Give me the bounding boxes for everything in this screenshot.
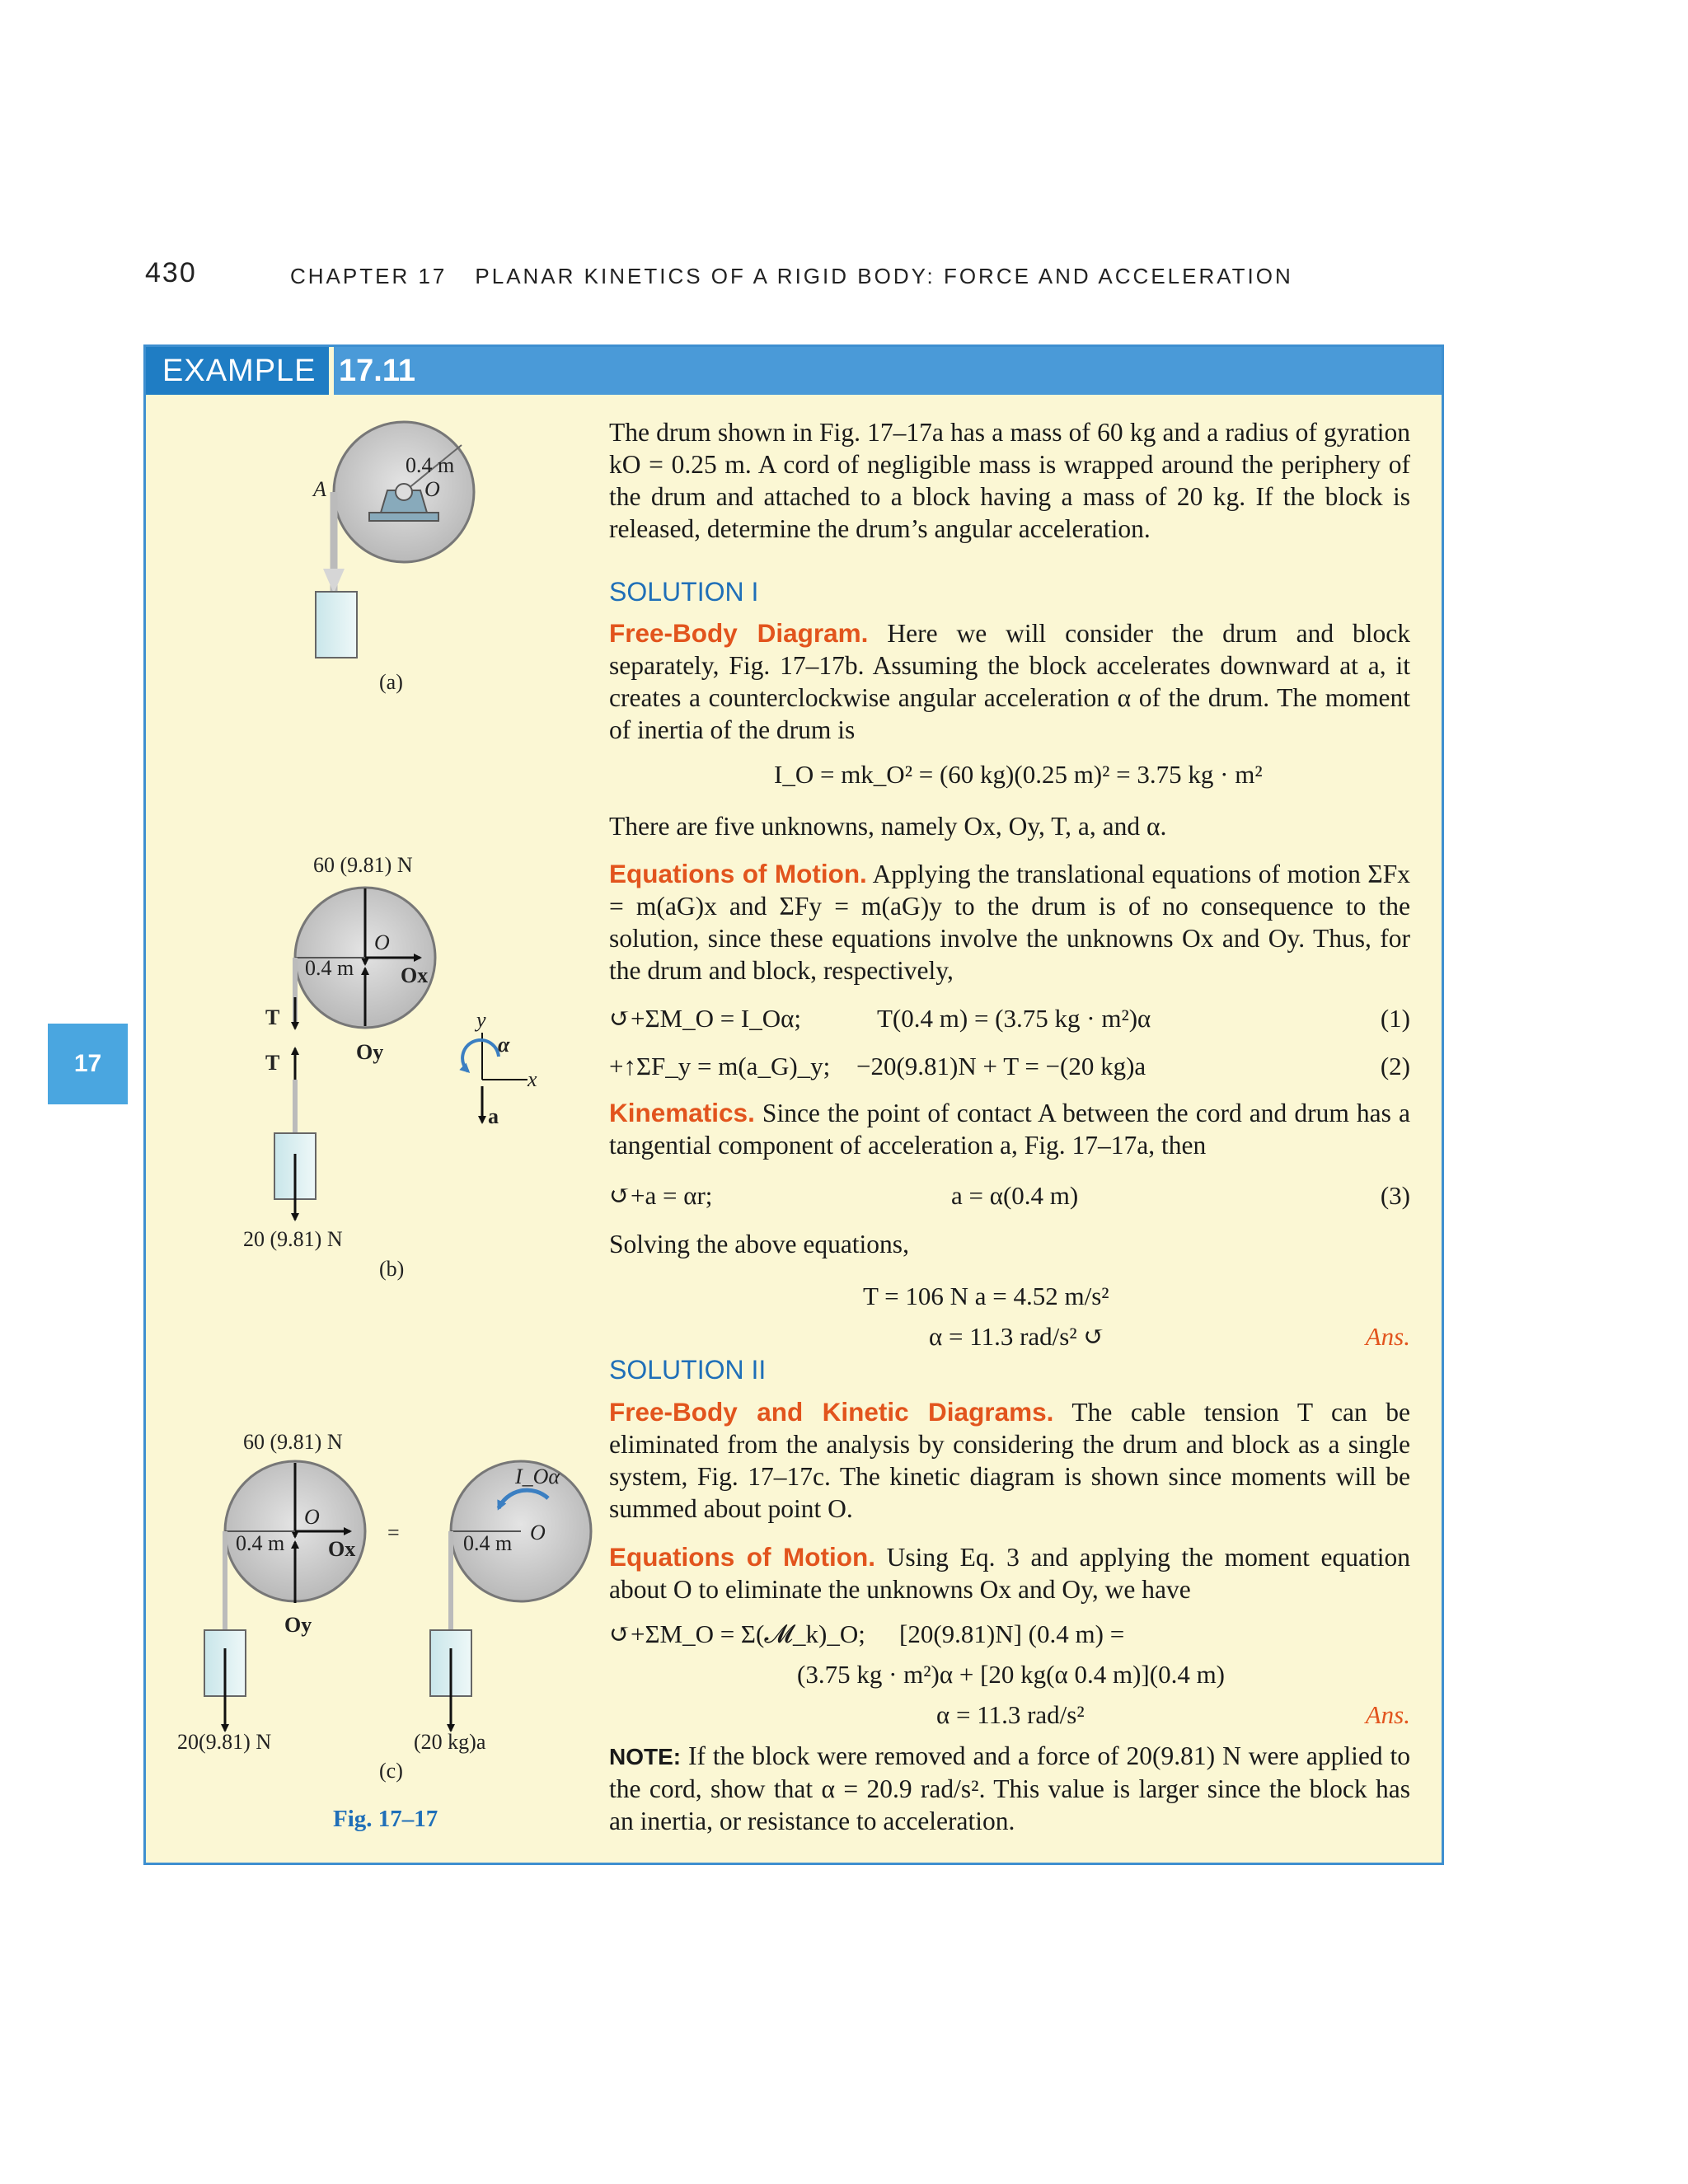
- eom2-keyword: Equations of Motion.: [609, 1542, 876, 1572]
- alpha-arrow-b: [462, 1040, 499, 1071]
- fbd-kinetic-keyword: Free-Body and Kinetic Diagrams.: [609, 1397, 1054, 1427]
- result-2: α = 11.3 rad/s² ↺ Ans.: [929, 1322, 1410, 1351]
- label-radius-c: 0.4 m: [236, 1531, 285, 1555]
- eom-keyword: Equations of Motion.: [609, 859, 867, 888]
- label-weight-block-c: 20(9.81) N: [177, 1730, 272, 1754]
- label-Ox-c: Ox: [328, 1537, 356, 1561]
- solution-2-heading: SOLUTION II: [609, 1355, 767, 1385]
- solution-2-fbd: [609, 1396, 1410, 1525]
- block-a: [316, 592, 357, 658]
- caption-c: (c): [379, 1759, 403, 1783]
- moment-equation-line-2: (3.75 kg · m²)α + [20 kg(α 0.4 m)](0.4 m): [797, 1660, 1226, 1689]
- label-radius-a: 0.4 m: [406, 453, 455, 477]
- result-1: T = 106 N a = 4.52 m/s²: [863, 1282, 1109, 1310]
- label-weight-drum-c: 60 (9.81) N: [243, 1430, 343, 1454]
- note-text: If the block were removed and a force of 20(9.81) N were applied to the cord, show that α = 20.9 rad/s². This value is larger since the block has an inertia, or resistance to acceleration.: [609, 1741, 1411, 1835]
- caption-b: (b): [379, 1257, 405, 1281]
- label-kinetic-radius: 0.4 m: [463, 1531, 513, 1555]
- label-weight-drum-b: 60 (9.81) N: [313, 853, 413, 877]
- figure-c: [177, 1430, 591, 1832]
- figure-title: Fig. 17–17: [333, 1806, 438, 1832]
- unknowns-line: There are five unknowns, namely Ox, Oy, T, a, and α.: [609, 812, 1167, 841]
- label-mass-accel: (20 kg)a: [414, 1730, 486, 1754]
- solving-line: Solving the above equations,: [609, 1230, 909, 1258]
- label-O-b: O: [374, 930, 390, 954]
- label-A: A: [313, 477, 326, 501]
- result-3: α = 11.3 rad/s² Ans.: [936, 1700, 1410, 1729]
- moment-equation: ↺+ΣM_O = Σ(𝓜_k)_O; [20(9.81)N] (0.4 m) =: [609, 1619, 1125, 1648]
- eom2-text: Using Eq. 3 and applying the moment equation about O to eliminate the unknowns Ox and Oy, we have: [609, 1543, 1411, 1604]
- example-label: EXAMPLE: [146, 347, 329, 395]
- fbd-text: Here we will consider the drum and block separately, Fig. 17–17b. Assuming the block accelerates downward at a, it creates a counterclockwise angular acceleration α of the drum. The moment of inertia of the drum is: [609, 619, 1411, 744]
- chapter-title: PLANAR KINETICS OF A RIGID BODY: FORCE AND ACCELERATION: [475, 264, 1293, 288]
- label-Ox-b: Ox: [401, 963, 429, 987]
- kinematics-text: Since the point of contact A between the cord and drum has a tangential component of acceleration a, Fig. 17–17a, then: [609, 1099, 1410, 1160]
- equation-3: ↺+a = αr; a = α(0.4 m) (3): [609, 1181, 1410, 1210]
- solution-1-fbd: [609, 617, 1410, 746]
- label-I-alpha: I_Oα: [515, 1465, 560, 1488]
- answer-label-2: Ans.: [1365, 1700, 1410, 1729]
- label-kinetic-O: O: [530, 1521, 546, 1544]
- caption-a: (a): [379, 670, 403, 694]
- label-O-a: O: [424, 477, 440, 501]
- chapter-side-tab: 17: [48, 1024, 128, 1104]
- page-number: 430: [145, 257, 197, 288]
- note-keyword: NOTE:: [609, 1744, 682, 1769]
- kinematics-keyword: Kinematics.: [609, 1098, 755, 1127]
- figure-a: [312, 422, 474, 694]
- fbd-kinetic-text: The cable tension T can be eliminated from the analysis by considering the drum and block as a single system, Fig. 17–17c. The kinetic diagram is shown since moments will be summed about point O.: [609, 1398, 1411, 1523]
- solution-1-heading: SOLUTION I: [609, 577, 759, 607]
- label-alpha-b: α: [498, 1033, 510, 1057]
- eom-text: Applying the translational equations of motion ΣFx = m(aG)x and ΣFy = m(aG)y to the drum is of no consequence to the solution, since these equations involve the unknowns Ox and Oy. Thus, for the drum and block, respectively,: [609, 860, 1410, 985]
- label-axis-y: y: [476, 1008, 486, 1032]
- solution-2-eom: [609, 1541, 1410, 1605]
- equation-1: ↺+ΣM_O = I_Oα; T(0.4 m) = (3.75 kg · m²)α (1): [609, 1004, 1410, 1033]
- label-weight-block-b: 20 (9.81) N: [243, 1227, 343, 1251]
- example-number: 17.11: [339, 354, 415, 388]
- intro-paragraph: The drum shown in Fig. 17–17a has a mass of 60 kg and a radius of gyration kO = 0.25 m. A cord of negligible mass is wrapped around the periphery of the drum and attached to a block having a mass of 20 kg. If the block is released, determine the drum’s angular acceleration.: [609, 418, 1410, 543]
- label-radius-b: 0.4 m: [305, 956, 354, 980]
- fbd-keyword: Free-Body Diagram.: [609, 618, 869, 648]
- label-accel-b: a: [488, 1104, 499, 1128]
- equation-2: +↑ΣF_y = m(a_G)_y; −20(9.81)N + T = −(20 kg)a (2): [609, 1052, 1410, 1080]
- equals-sign: =: [387, 1521, 400, 1544]
- inertia-equation: I_O = mk_O² = (60 kg)(0.25 m)² = 3.75 kg · m²: [774, 760, 1263, 789]
- label-Oy-b: Oy: [356, 1040, 384, 1064]
- label-Oy-c: Oy: [284, 1613, 312, 1637]
- eom-paragraph: [609, 858, 1410, 987]
- figure-b: [243, 853, 537, 1281]
- label-T-upper: T: [265, 1005, 280, 1029]
- label-O-c: O: [304, 1505, 320, 1529]
- kinematics-paragraph: [609, 1097, 1410, 1161]
- chapter-label: CHAPTER 17: [290, 264, 448, 288]
- label-T-lower: T: [265, 1051, 280, 1075]
- note-paragraph: [609, 1740, 1410, 1837]
- label-axis-x: x: [528, 1067, 537, 1091]
- answer-label-1: Ans.: [1365, 1322, 1410, 1351]
